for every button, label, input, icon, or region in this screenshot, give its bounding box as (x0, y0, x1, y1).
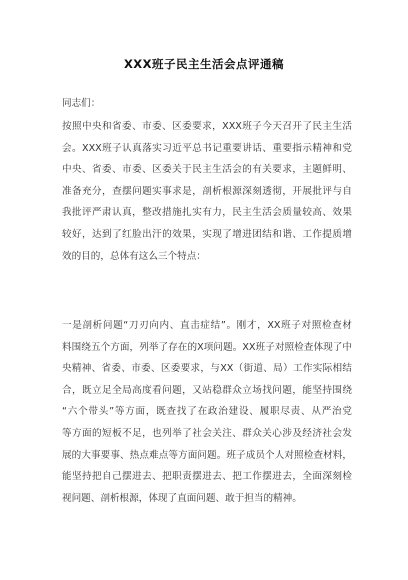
paragraph-line: 合，既立足全局高度看问题，又站稳群众立场找问题，能坚持围绕 (62, 384, 352, 396)
paragraph-intro (62, 116, 352, 267)
paragraph-line: 较好，达到了红脸出汗的效果，实现了增进团结和谐、工作提质增 (62, 228, 352, 240)
paragraph-line: 一是剖析问题“刀刃向内、直击症结”。刚才，XX班子对照检查材 (62, 320, 352, 331)
paragraph-line: 央精神、省委、市委、区委要求，与XX（街道、局）工作实际相结 (62, 363, 352, 375)
paragraph-line: 视问题、剖析根源，体现了直面问题、敢于担当的精神。 (62, 492, 302, 504)
paragraph-line: 按照中央和省委、市委、区委要求，XXX班子今天召开了民主生活 (62, 121, 352, 132)
salutation: 同志们： (62, 98, 101, 109)
paragraph-line: 我批评严肃认真，整改措施扎实有力，民主生活会质量较高、效果 (62, 207, 352, 219)
paragraph-line: 中央、省委、市委、区委关于民主生活会的有关要求，主题鲜明、 (62, 164, 352, 176)
paragraph-line: 展的大事要事、热点难点等方面问题。班子成员个人对照检查材料， (62, 449, 352, 461)
paragraph-line: “六个带头”等方面，既查找了在政治建设、履职尽责、从严治党 (62, 406, 352, 418)
document-title: XXX班子民主生活会点评通稿 (123, 57, 285, 71)
paragraph-line: 等方面的短板不足，也列举了社会关注、群众关心涉及经济社会发 (62, 427, 352, 439)
paragraph-point-one (62, 315, 352, 509)
paragraph-line: 料围绕五个方面，列举了存在的X项问题。XX班子对照检查体现了中 (62, 341, 352, 353)
paragraph-line: 会。XXX班子认真落实习近平总书记重要讲话、重要指示精神和党 (62, 142, 352, 154)
paragraph-line: 效的目的，总体有这么三个特点： (62, 250, 206, 262)
paragraph-line: 准备充分，查摆问题实事求是，剖析根源深刻透彻，开展批评与自 (62, 185, 352, 197)
paragraph-line: 能坚持把自己摆进去、把职责摆进去、把工作摆进去，全面深刻检 (62, 471, 352, 483)
